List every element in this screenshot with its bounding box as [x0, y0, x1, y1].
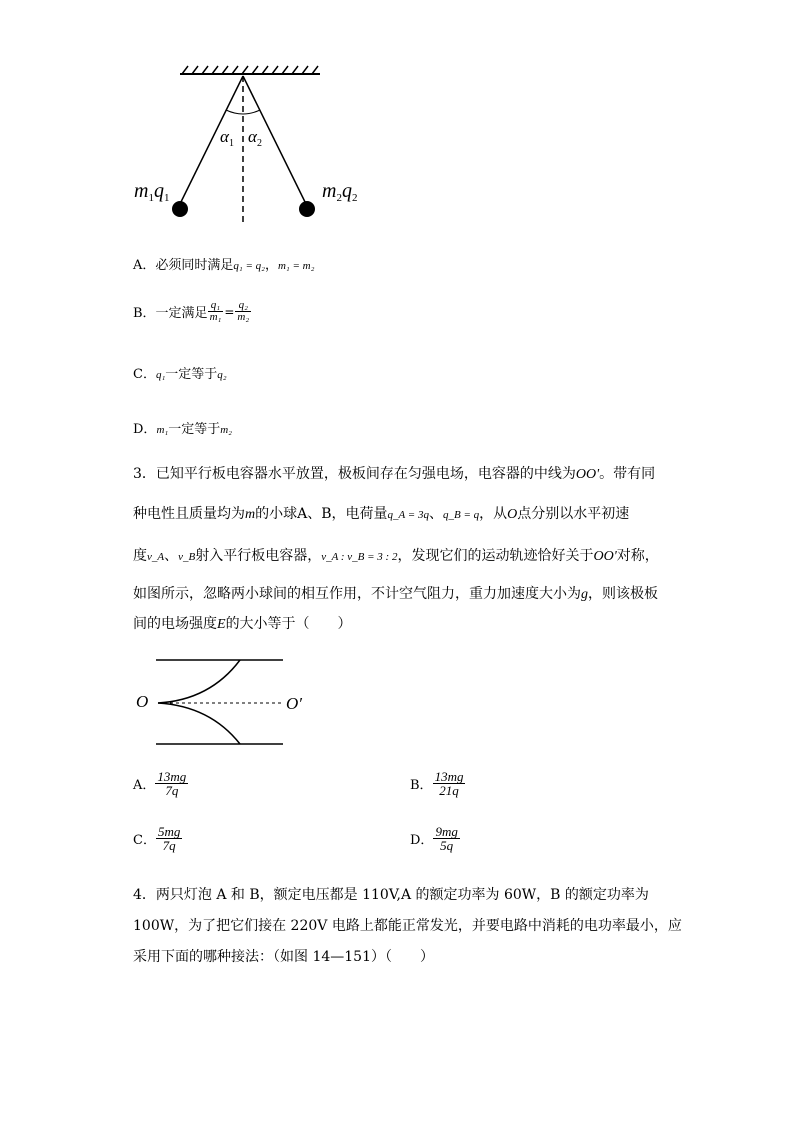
option-label: A．: [133, 778, 156, 793]
fraction: [235, 300, 251, 323]
fraction: [433, 770, 466, 797]
text: ，则该极板: [588, 586, 658, 602]
fraction: [156, 825, 182, 852]
upper-trajectory: [158, 660, 240, 703]
denominator: 7q: [162, 838, 176, 853]
formula: q_A = 3q: [387, 509, 429, 521]
formula: m₁: [156, 424, 169, 436]
q3-option-c[interactable]: [133, 825, 182, 852]
q3-line-3: [133, 545, 659, 565]
formula: g: [581, 587, 588, 602]
denominator: 5q: [440, 838, 454, 853]
fraction: [208, 300, 224, 323]
formula: q₁ = q₂: [233, 260, 265, 272]
option-text: 一定等于: [168, 422, 221, 437]
label-o: O: [136, 692, 149, 711]
q4-line-1: 4．两只灯泡 A 和 B，额定电压都是 110V,A 的额定功率为 60W，B 的额定功率为: [133, 887, 649, 903]
ceiling: [180, 66, 320, 74]
text: 、: [428, 506, 443, 522]
q4-line-3: 采用下面的哪种接法：（如图 14—151）（ ）: [133, 949, 434, 965]
text: 。带有同: [599, 466, 656, 482]
fraction: [155, 770, 188, 797]
q4-line-2: 100W，为了把它们接在 220V 电路上都能正常发光，并要电路中消耗的电功率最小，应: [133, 918, 682, 934]
left-ball-label: $m_1q_1$: [134, 180, 170, 204]
formula: OO': [593, 549, 617, 564]
numerator: 13mg: [434, 769, 464, 784]
option-label: B．: [410, 778, 433, 793]
alpha1-label: $\alpha_1$: [220, 127, 234, 149]
numerator: 13mg: [157, 769, 187, 784]
formula: q₂: [217, 369, 227, 381]
option-label: C．: [133, 833, 156, 848]
option-label: C．: [133, 367, 156, 382]
numerator: 5mg: [157, 824, 181, 839]
right-ball: [299, 201, 315, 217]
text: 的大小等于（ ）: [225, 616, 352, 632]
q3-option-a[interactable]: [133, 770, 188, 797]
q2-option-b[interactable]: [133, 300, 251, 323]
denominator: 7q: [165, 783, 179, 798]
q3-line-4: [133, 583, 658, 603]
formula: q₁: [155, 369, 166, 381]
formula: OO': [575, 467, 600, 482]
formula: O: [507, 507, 518, 522]
numerator: q₁: [208, 300, 224, 312]
capacitor-figure: [130, 650, 320, 750]
denominator: m₁: [209, 311, 222, 323]
text: 度: [133, 548, 147, 564]
numerator: q₂: [235, 300, 251, 312]
pendulum-figure: [120, 62, 380, 232]
option-label: D．: [133, 422, 157, 437]
q2-option-a[interactable]: [133, 254, 314, 273]
option-text: B．一定满足: [133, 306, 208, 321]
option-text: A．必须同时满足: [133, 258, 234, 273]
formula: m: [245, 507, 256, 522]
equals: =: [224, 304, 235, 319]
option-text: 一定等于: [165, 367, 218, 382]
text: 的小球A、B，电荷量: [255, 506, 388, 522]
formula: v_A: [147, 551, 165, 563]
separator: ，: [264, 258, 278, 273]
q3-option-b[interactable]: [410, 770, 465, 797]
numerator: 9mg: [435, 824, 458, 839]
left-ball: [172, 201, 188, 217]
formula: v_B: [178, 551, 196, 563]
q3-line-5: [133, 613, 352, 633]
text: 3．已知平行板电容器水平放置，极板间存在匀强电场，电容器的中线为: [133, 466, 576, 482]
denominator: m₂: [237, 311, 250, 323]
q3-line-2: [133, 503, 629, 523]
alpha2-label: $\alpha_2$: [248, 127, 262, 149]
q2-option-c[interactable]: [133, 363, 227, 382]
formula: v_A : v_B = 3 : 2: [321, 551, 398, 563]
option-label: D．: [410, 833, 434, 848]
text: 点分别以水平初速: [517, 506, 630, 522]
text: 、: [164, 548, 179, 564]
fraction: [433, 825, 459, 852]
formula: m₁ = m₂: [277, 260, 315, 272]
q3-option-d[interactable]: [410, 825, 460, 852]
lower-trajectory: [158, 703, 240, 744]
formula: q_B = q: [442, 509, 480, 521]
q2-option-d[interactable]: [133, 418, 232, 437]
text: ，发现它们的运动轨迹恰好关于: [397, 548, 594, 564]
label-o-prime: O′: [286, 694, 302, 713]
text: 间的电场强度: [133, 616, 217, 632]
text: 种电性且质量均为: [133, 506, 245, 522]
q3-line-1: [133, 463, 655, 483]
text: 如图所示，忽略两小球间的相互作用，不计空气阻力，重力加速度大小为: [133, 586, 581, 602]
text: 射入平行板电容器，: [195, 548, 322, 564]
formula: m₂: [220, 424, 233, 436]
text: 对称，: [616, 548, 659, 564]
formula: E: [217, 617, 226, 632]
text: ，从: [479, 506, 508, 522]
right-ball-label: $m_2q_2$: [322, 180, 358, 204]
denominator: 21q: [439, 783, 459, 798]
